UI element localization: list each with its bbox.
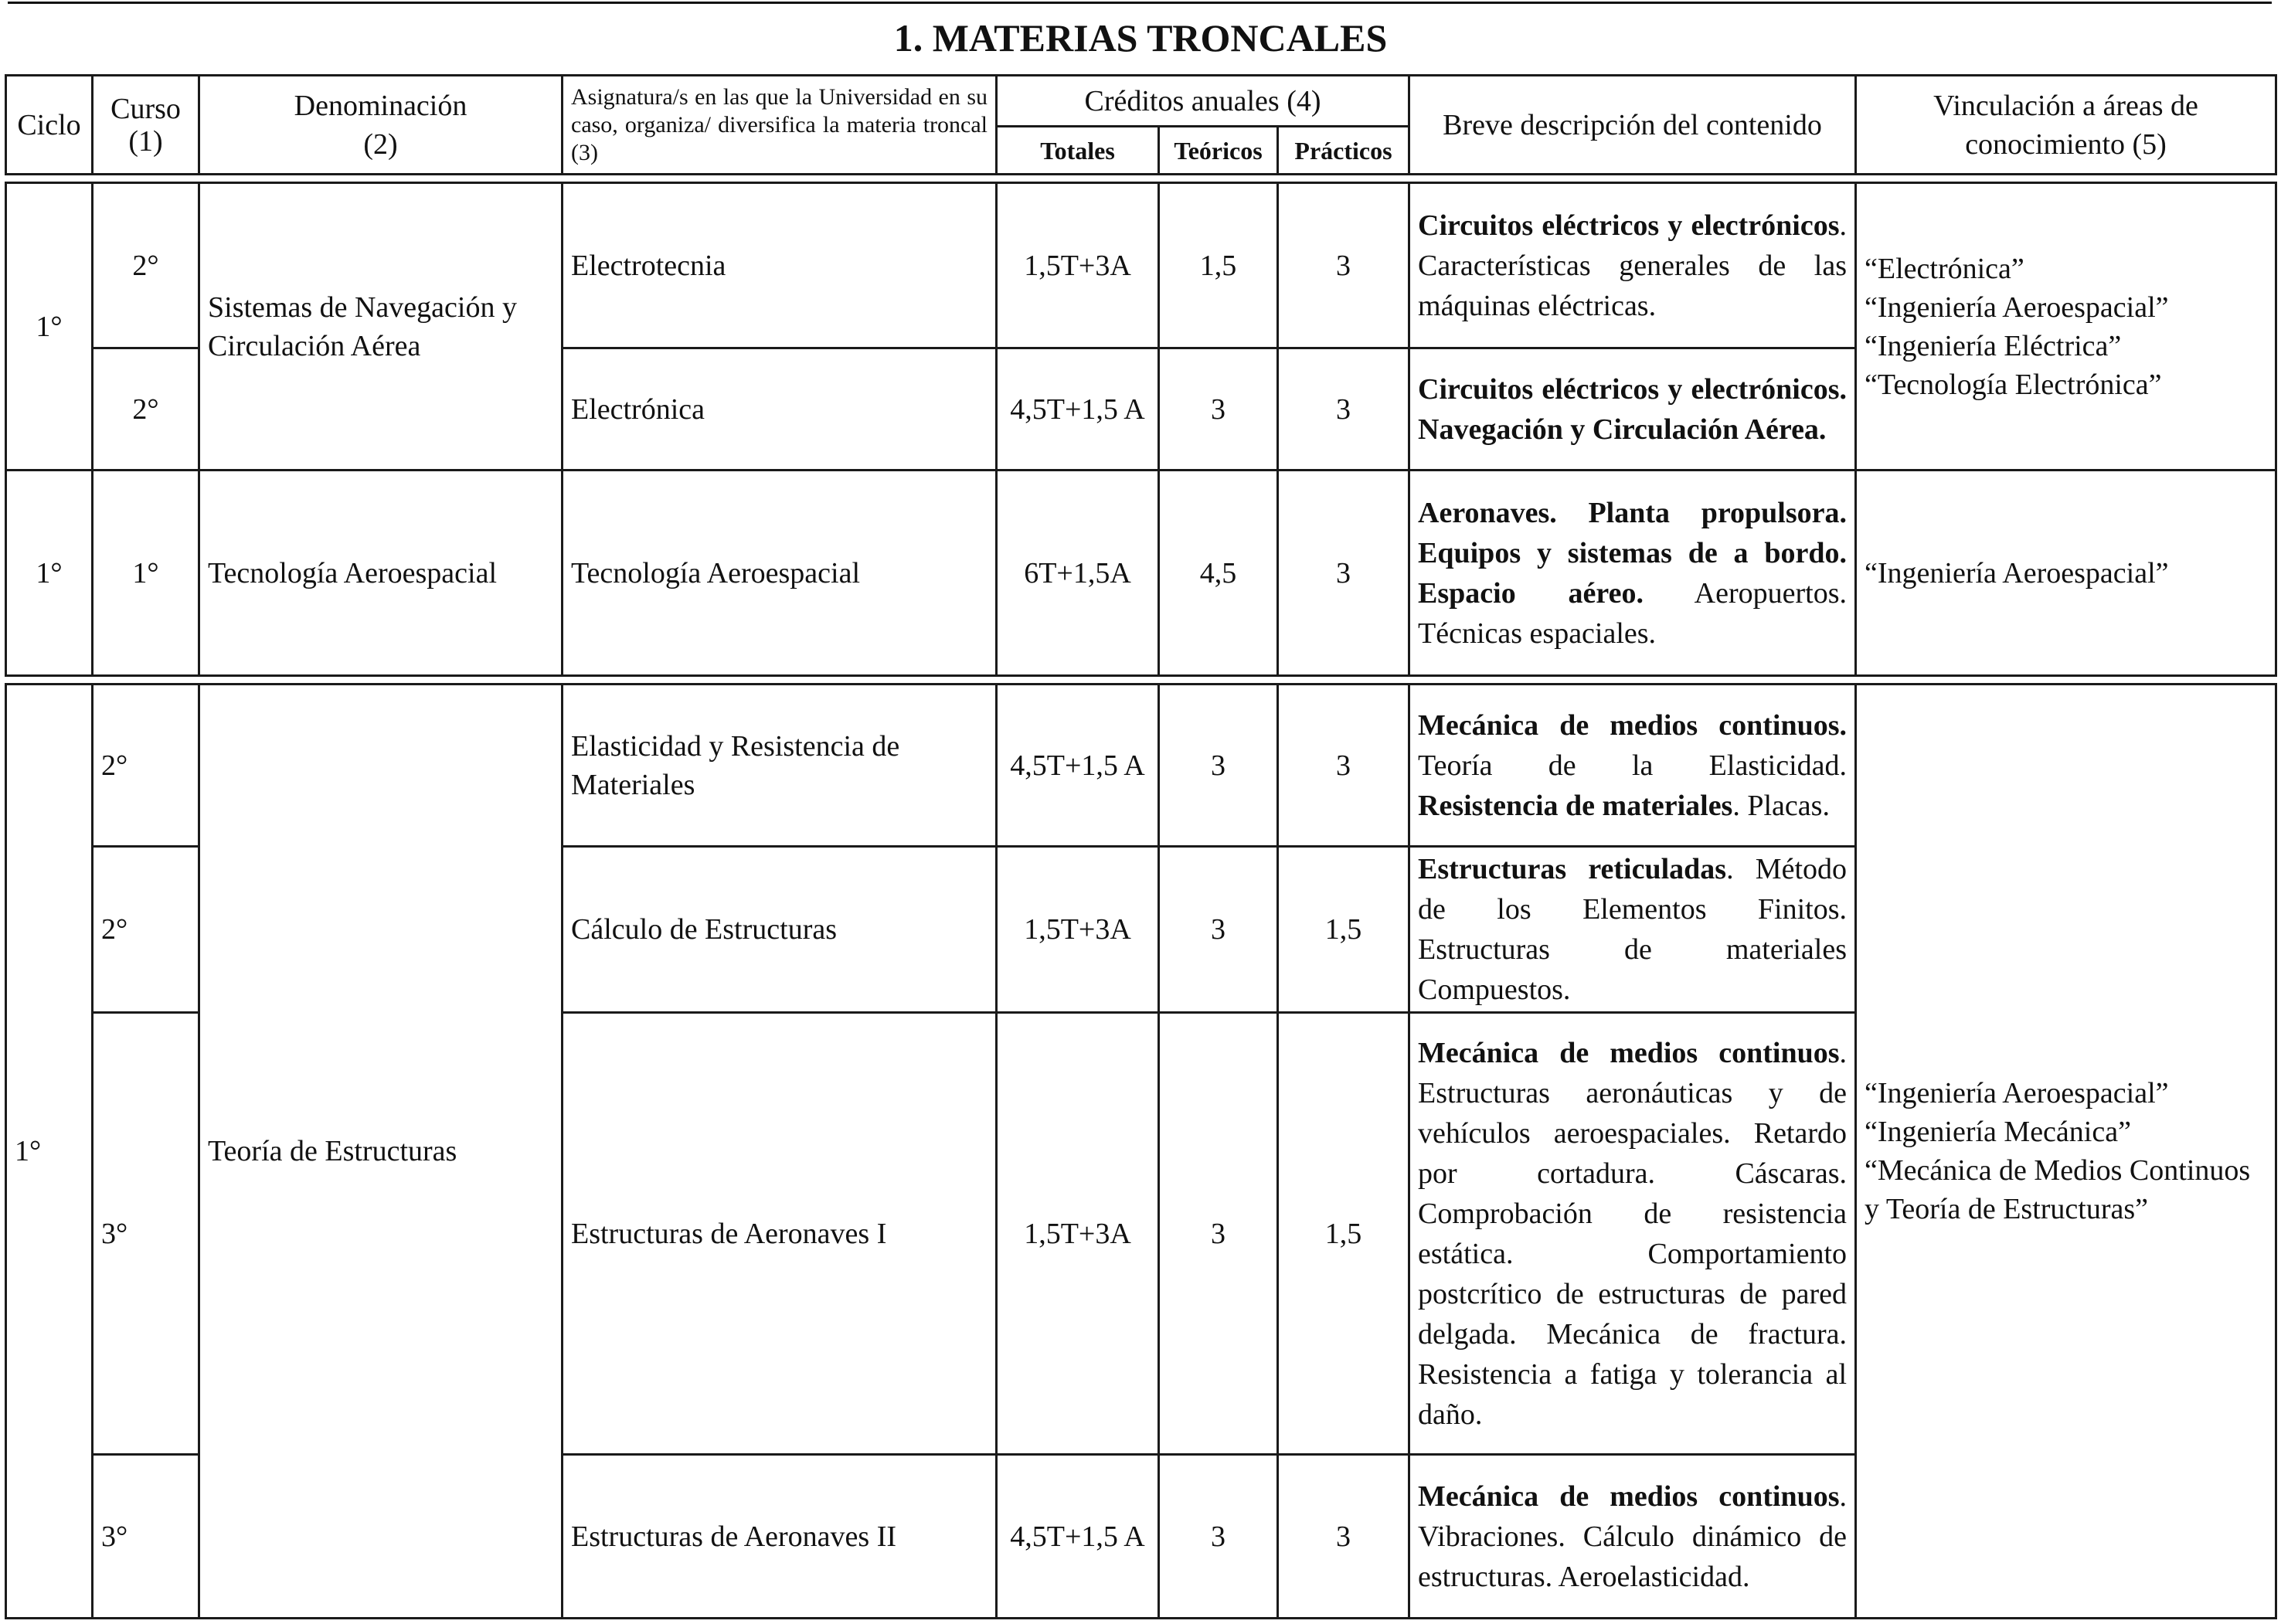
curso-cell: 1°: [93, 471, 199, 676]
areas-cell: “Electrónica” “Ingeniería Aeroespacial” “Ingeniería Eléctrica” “Tecnología Electrónica”: [1856, 183, 2276, 471]
header-practicos: Prácticos: [1278, 127, 1409, 175]
descripcion-cell: Mecánica de medios continuos. Vibraciones. Cálculo dinámico de estructuras. Aeroelasticidad.: [1409, 1455, 1856, 1619]
descripcion-cell: Circuitos eléctricos y electrónicos. Características generales de las máquinas eléctricas.: [1409, 183, 1856, 348]
teoricos-cell: 3: [1159, 847, 1278, 1013]
header-totales: Totales: [997, 127, 1159, 175]
table-row: [6, 471, 2276, 676]
denominacion-cell: Sistemas de Navegación y Circulación Aérea: [199, 183, 563, 471]
header-ciclo: Ciclo: [6, 76, 93, 175]
practicos-cell: 3: [1278, 1455, 1409, 1619]
table-row: [6, 183, 2276, 348]
teoricos-cell: 3: [1159, 1013, 1278, 1455]
asignatura-cell: Estructuras de Aeronaves I: [563, 1013, 997, 1455]
descripcion-cell: Mecánica de medios continuos. Estructuras aeronáuticas y de vehículos aeroespaciales. Retardo por cortadura. Cáscaras. Comprobación de resistencia estática. Comportamiento postcrítico de estructuras de pared delgada. Mecánica de fractura. Resistencia a fatiga y tolerancia al daño.: [1409, 1013, 1856, 1455]
practicos-cell: 3: [1278, 183, 1409, 348]
totales-cell: 4,5T+1,5 A: [997, 348, 1159, 471]
totales-cell: 4,5T+1,5 A: [997, 685, 1159, 847]
header-curso: Curso (1): [93, 76, 199, 175]
asignatura-cell: Elasticidad y Resistencia de Materiales: [563, 685, 997, 847]
curso-cell: 2°: [93, 348, 199, 471]
curso-cell: 2°: [93, 685, 199, 847]
header-denominacion: Denominación (2): [199, 76, 563, 175]
asignatura-cell: Electrotecnia: [563, 183, 997, 348]
header-descripcion: Breve descripción del contenido: [1409, 76, 1856, 175]
denominacion-cell: Teoría de Estructuras: [199, 685, 563, 1619]
ciclo-cell: 1°: [6, 183, 93, 471]
asignatura-cell: Estructuras de Aeronaves II: [563, 1455, 997, 1619]
totales-cell: 1,5T+3A: [997, 847, 1159, 1013]
descripcion-cell: Aeronaves. Planta propulsora. Equipos y sistemas de a bordo. Espacio aéreo. Aeropuertos. Técnicas espaciales.: [1409, 471, 1856, 676]
totales-cell: 1,5T+3A: [997, 1013, 1159, 1455]
teoricos-cell: 3: [1159, 685, 1278, 847]
ciclo-cell: 1°: [6, 471, 93, 676]
practicos-cell: 1,5: [1278, 1013, 1409, 1455]
areas-cell: “Ingeniería Aeroespacial” “Ingeniería Mecánica” “Mecánica de Medios Continuos y Teoría de Estructuras”: [1856, 685, 2276, 1619]
practicos-cell: 3: [1278, 348, 1409, 471]
asignatura-cell: Cálculo de Estructuras: [563, 847, 997, 1013]
header-creditos: Créditos anuales (4): [997, 76, 1409, 127]
asignatura-cell: Tecnología Aeroespacial: [563, 471, 997, 676]
totales-cell: 6T+1,5A: [997, 471, 1159, 676]
teoricos-cell: 3: [1159, 1455, 1278, 1619]
practicos-cell: 1,5: [1278, 847, 1409, 1013]
descripcion-cell: Mecánica de medios continuos. Teoría de la Elasticidad. Resistencia de materiales. Placas.: [1409, 685, 1856, 847]
curso-cell: 2°: [93, 847, 199, 1013]
denominacion-cell: Tecnología Aeroespacial: [199, 471, 563, 676]
teoricos-cell: 1,5: [1159, 183, 1278, 348]
descripcion-cell: Estructuras reticuladas. Método de los Elementos Finitos. Estructuras de materiales Compuestos.: [1409, 847, 1856, 1013]
totales-cell: 1,5T+3A: [997, 183, 1159, 348]
header-vinculacion: Vinculación a áreas de conocimiento (5): [1856, 76, 2276, 175]
materias-table: [5, 74, 2277, 1619]
header-asignaturas: Asignatura/s en las que la Universidad en su caso, organiza/ diversifica la materia troncal (3): [563, 76, 997, 175]
row-separator: [6, 676, 2276, 685]
curso-cell: 3°: [93, 1013, 199, 1455]
curso-cell: 3°: [93, 1455, 199, 1619]
practicos-cell: 3: [1278, 471, 1409, 676]
asignatura-cell: Electrónica: [563, 348, 997, 471]
row-separator: [6, 175, 2276, 183]
teoricos-cell: 4,5: [1159, 471, 1278, 676]
ciclo-cell: 1°: [6, 685, 93, 1619]
curso-cell: 2°: [93, 183, 199, 348]
teoricos-cell: 3: [1159, 348, 1278, 471]
totales-cell: 4,5T+1,5 A: [997, 1455, 1159, 1619]
descripcion-cell: Circuitos eléctricos y electrónicos. Navegación y Circulación Aérea.: [1409, 348, 1856, 471]
table-row: [6, 685, 2276, 847]
areas-cell: “Ingeniería Aeroespacial”: [1856, 471, 2276, 676]
header-teoricos: Teóricos: [1159, 127, 1278, 175]
practicos-cell: 3: [1278, 685, 1409, 847]
page-title: 1. MATERIAS TRONCALES: [893, 16, 1388, 59]
top-rule: [8, 2, 2272, 4]
